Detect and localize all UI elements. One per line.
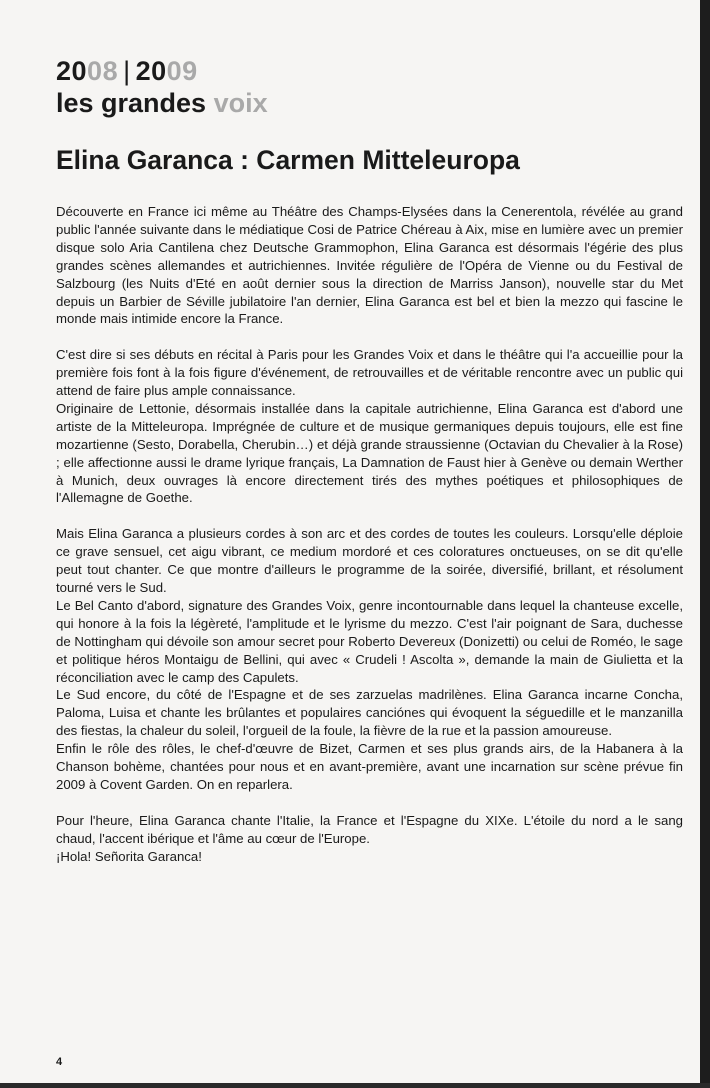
series-name: les grandes xyxy=(56,88,207,118)
article-body xyxy=(56,203,683,865)
season-end-year: 09 xyxy=(166,56,198,86)
paragraph-intro: Découverte en France ici même au Théâtre des Champs-Elysées dans la Cenerentola, révélée au grand public l'année suivante dans le médiatique Cosi de Patrice Chéreau à Aix, mise en lumière avec un premier disque solo Aria Cantilena chez Deutsche Grammophon, Elina Garanca est désormais l'égérie des plus grandes scènes allemandes et autrichiennes. Invitée régulière de l'Opéra de Vienne ou du Festival de Salzbourg (les Nuits d'Eté en août dernier sous la direction de Marriss Janson), nouvelle star du Met depuis un Barbier de Séville jubilatoire l'an dernier, Elina Garanca est bel et bien la mezzo qui fascine le monde mais intimide encore la France. xyxy=(56,204,683,327)
season-start-year: 08 xyxy=(87,56,119,86)
paragraph-origins: Originaire de Lettonie, désormais installée dans la capitale autrichienne, Elina Garanca est d'abord une artiste de la Mitteleuropa. Imprégnée de culture et de musique germaniques depuis toujours, elle est fine mozartienne (Sesto, Dorabella, Cherubin…) et déjà grande straussienne (Octavian du Chevalier à la Rose) ; elle affectionne aussi le drame lyrique français, La Damnation de Faust hier à Genève ou demain Werther à Munich, deux ouvrages là encore directement tirés des mythes poétiques et philosophiques de l'Allemagne de Goethe. xyxy=(56,400,683,506)
scan-edge-bottom xyxy=(0,1083,710,1088)
series-name-accent: voix xyxy=(213,88,268,118)
paragraph-spain: Le Sud encore, du côté de l'Espagne et de ses zarzuelas madrilènes. Elina Garanca incarne Concha, Paloma, Luisa et chante les brûlantes et populaires canciónes qui évoquent la séguedille et le manzanilla des fiestas, la chaleur du soleil, l'orgueil de la foule, la fièvre de la rue et la passion amoureuse. xyxy=(56,687,683,739)
paragraph-closing: Pour l'heure, Elina Garanca chante l'Italie, la France et l'Espagne du XIXe. L'étoile du nord a le sang chaud, l'accent ibérique et l'âme au cœur de l'Europe. xyxy=(56,812,683,846)
paragraph-bel-canto: Le Bel Canto d'abord, signature des Grandes Voix, genre incontournable dans lequel la chanteuse excelle, qui honore à la fois la légèreté, l'amplitude et le lyrisme du mezzo. C'est l'air poignant de Sara, duchesse de Nottingham qui dévoile son amour secret pour Roberto Devereux (Donizetti) ou celui de Roméo, le sage et politique héros Montaigu de Bellini, qui avec « Crudeli ! Ascolta », demande la main de Giulietta et la réconciliation avec le camp des Capulets. xyxy=(56,597,683,685)
scan-edge-right xyxy=(700,0,710,1088)
paragraph-debut: C'est dire si ses débuts en récital à Paris pour les Grandes Voix et dans le théâtre qui l'a accueillie pour la première fois font à la fois figure d'événement, de retrouvailles et de véritable rencontre avec un public qui attend de faire plus ample connaissance. xyxy=(56,347,683,399)
season-end-century: 20 xyxy=(135,56,167,86)
paragraph-voice: Mais Elina Garanca a plusieurs cordes à son arc et des cordes de toutes les couleurs. Lorsqu'elle déploie ce grave sensuel, cet aigu vibrant, ce medium mordoré et ces coloratures onctueuses, on se dit qu'elle peut tout chanter. Ce que montre d'ailleurs le programme de la soirée, diversifié, brillant, et résolument tourné vers le Sud. xyxy=(56,526,683,595)
paragraph-greeting: ¡Hola! Señorita Garanca! xyxy=(56,848,202,864)
page-number: 4 xyxy=(56,1056,63,1068)
season-separator: | xyxy=(123,56,131,86)
paragraph-carmen: Enfin le rôle des rôles, le chef-d'œuvre de Bizet, Carmen et ses plus grands airs, de la Habanera à la Chanson bohème, chantées pour nous et en avant-première, avant une incarnation sur scène prévue fin 2009 à Covent Garden. On en reparlera. xyxy=(56,741,683,792)
season-heading xyxy=(56,58,198,85)
season-start-century: 20 xyxy=(56,56,88,86)
series-heading xyxy=(56,88,268,118)
article-title: Elina Garanca : Carmen Mitteleuropa xyxy=(56,145,520,175)
